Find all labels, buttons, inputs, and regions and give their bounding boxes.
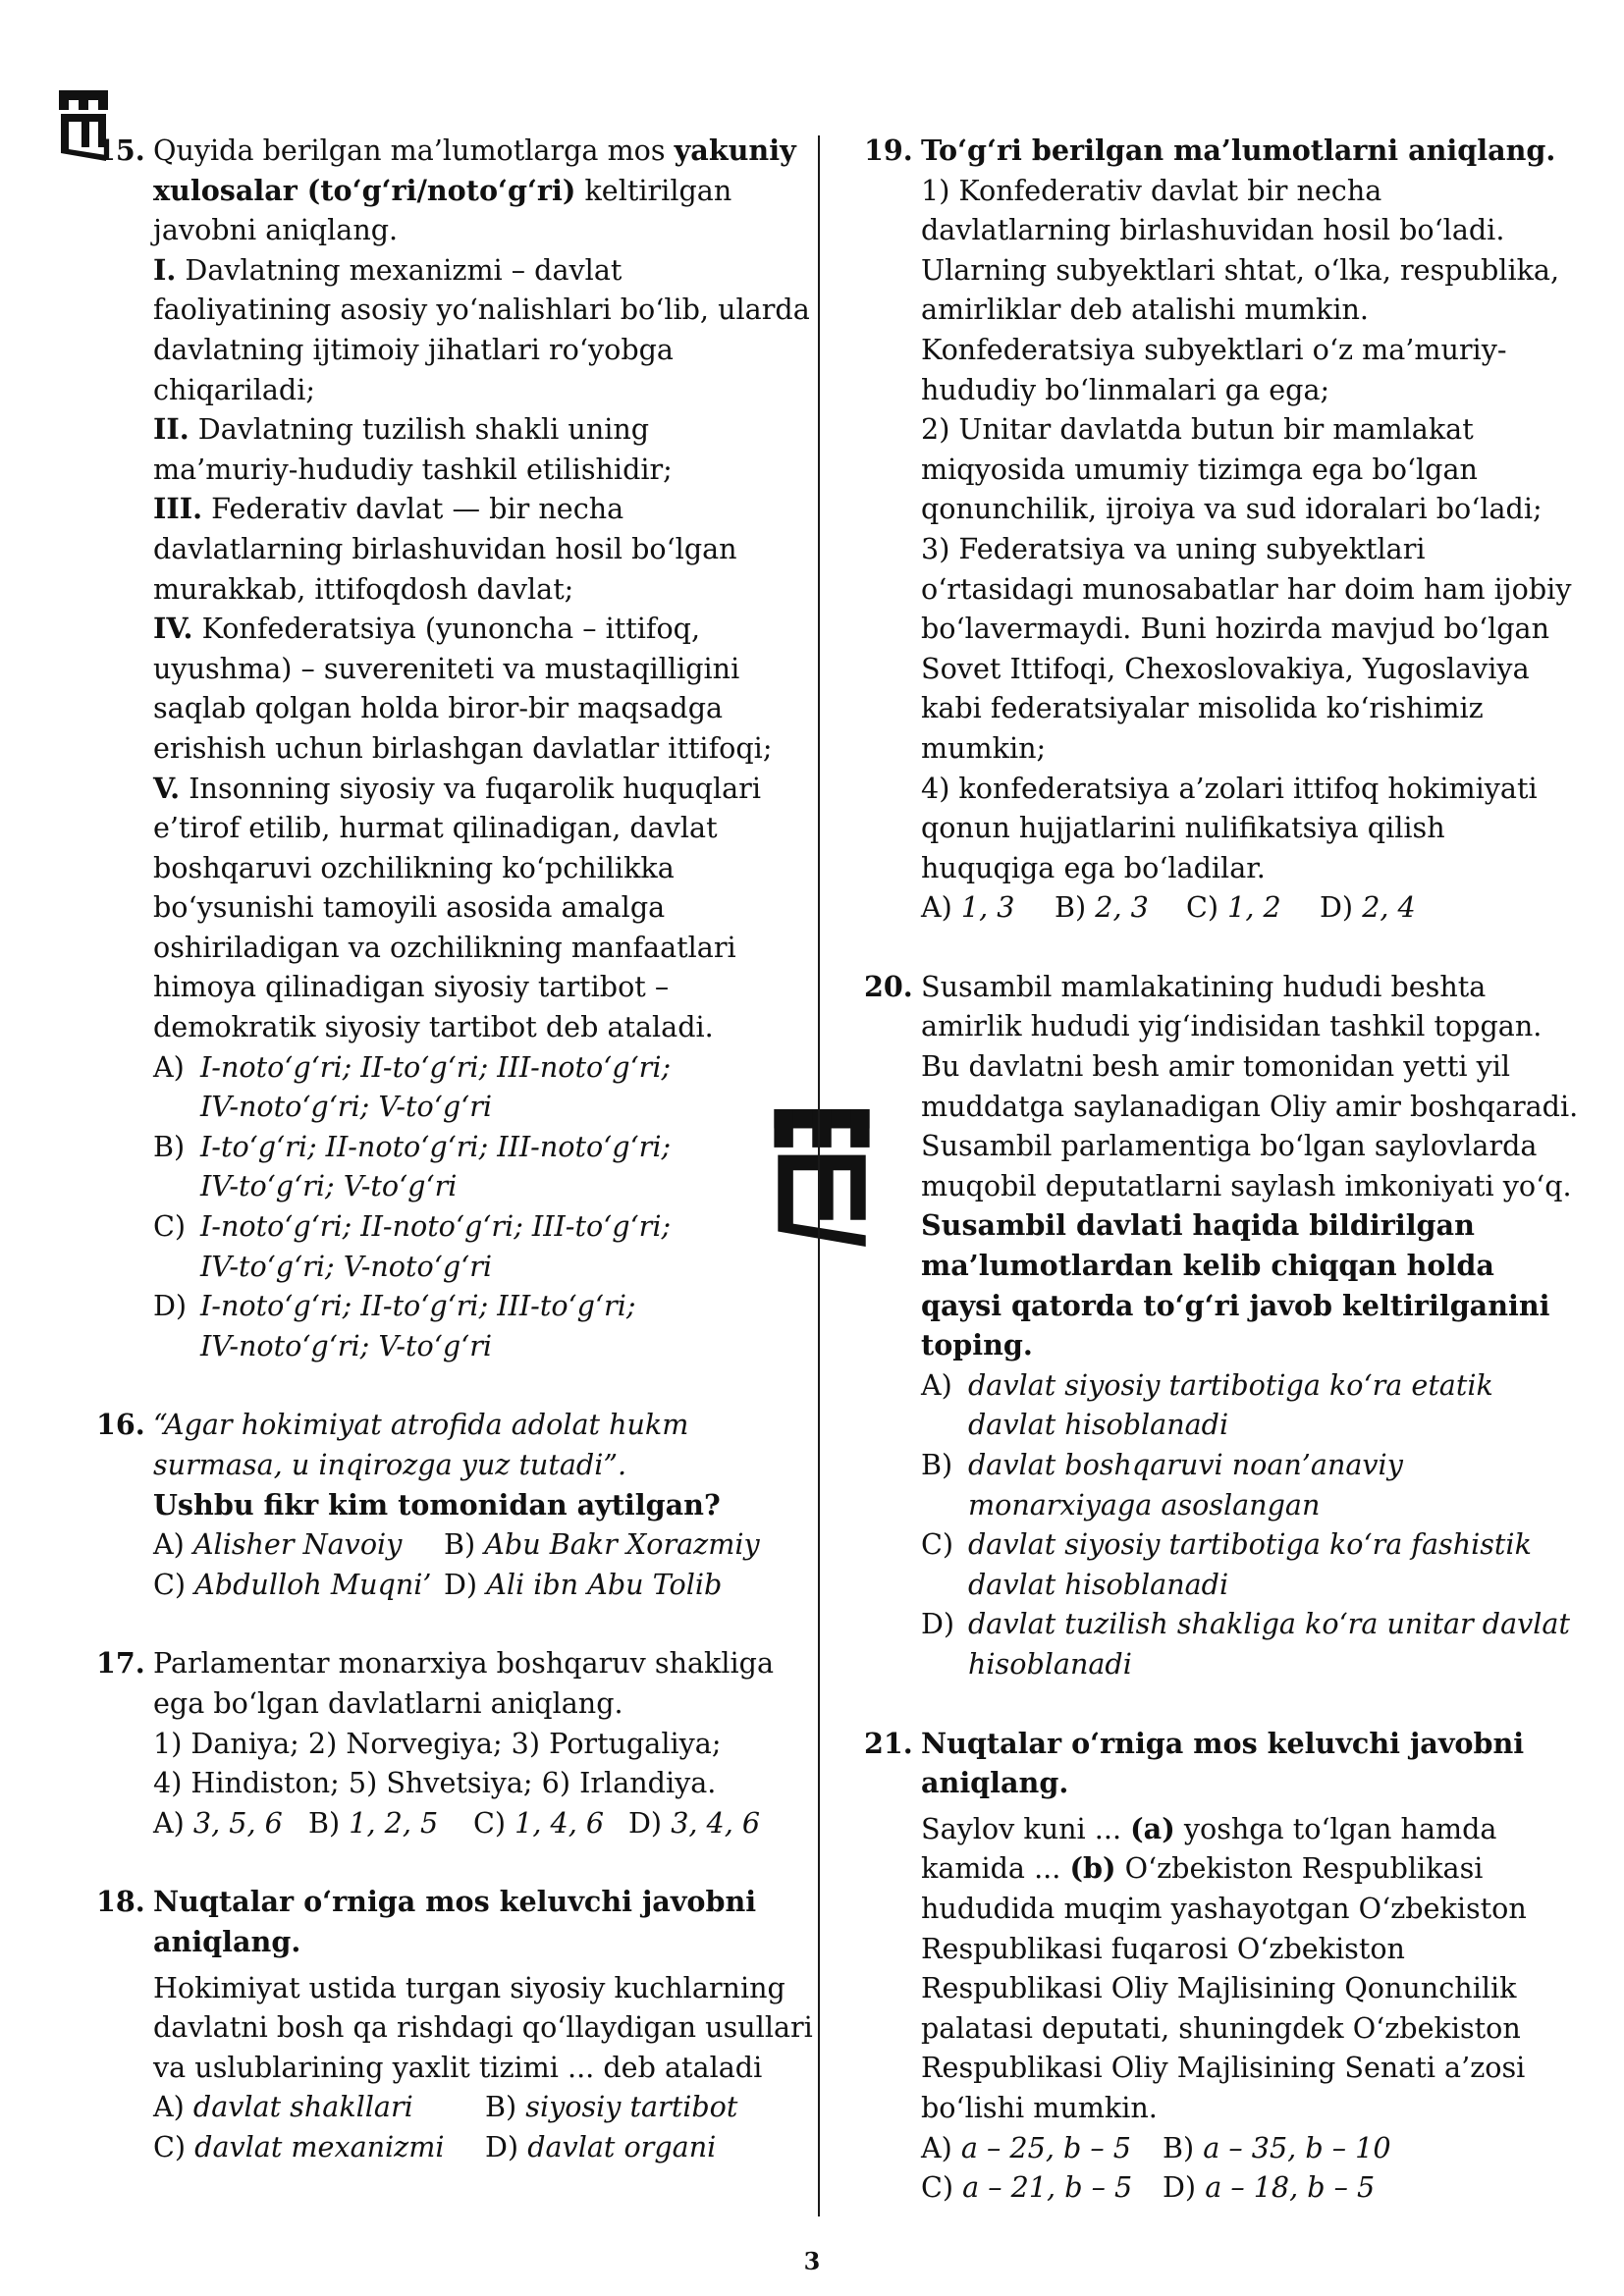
question-number: 20. bbox=[864, 969, 913, 1003]
question-stem-line: javobni aniqlang. bbox=[153, 213, 399, 247]
options-row bbox=[153, 1524, 774, 1565]
answer-option-d[interactable]: D) I-noto‘g‘ri; II-to‘g‘ri; III-to‘g‘ri; IV-noto‘g‘ri; V-to‘g‘ri bbox=[153, 1289, 636, 1362]
answer-option-b[interactable]: B) Abu Bakr Xorazmiy bbox=[444, 1527, 760, 1562]
statement-III: III. Federativ davlat — bir necha davlatlarning birlashuvidan hosil bo‘lgan murakkab, ittifoqdosh davlat; bbox=[153, 492, 737, 606]
answer-option-d[interactable]: D) davlat organi bbox=[485, 2129, 717, 2163]
question-title: To‘g‘ri berilgan ma’lumotlarni aniqlang. bbox=[921, 133, 1556, 167]
answer-option-c[interactable]: C) 1, 4, 6 bbox=[473, 1805, 605, 1840]
statement-II: II. Davlatning tuzilish shakli uning ma’muriy-hududiy tashkil etilishidir; bbox=[153, 412, 673, 486]
options-row bbox=[153, 1803, 774, 1843]
question-number: 18. bbox=[96, 1885, 145, 1919]
question-20: 20. Susambil mamlakatining hududi beshta amirlik hududi yig‘indisidan tashkil topgan. Bu davlatni besh amir tomonidan yetti yil muddatga saylanadigan Oliy amir boshqaradi. Susambil parlamentiga bo‘lgan saylovlarda muqobil deputatlarni saylash imkoniyati yo‘q. Susambil davlati haqida bildirilgan ma’lumotlardan kelib chiqqan holda qaysi qatorda to‘g‘ri javob keltirilganini toping. A) davlat siyosiy tartibotiga ko‘ra etatik davlat hisoblanadi B) davlat boshqaruvi noan’anaviy monarxiyaga asoslangan C) davlat siyosiy tartibotiga ko‘ra fashistik davlat hisoblanadi D) davlat tuzilish shakliga ko‘ra unitar davlat hisoblanadi bbox=[864, 967, 1542, 1684]
answer-option-a[interactable]: A) 3, 5, 6 bbox=[153, 1805, 283, 1840]
answer-option-c[interactable]: C) I-noto‘g‘ri; II-noto‘g‘ri; III-to‘g‘ri; IV-to‘g‘ri; V-noto‘g‘ri bbox=[153, 1209, 672, 1283]
options-row bbox=[153, 2087, 774, 2127]
question-number: 21. bbox=[864, 1726, 913, 1760]
answer-option-c[interactable]: C) a – 21, b – 5 bbox=[921, 2170, 1133, 2205]
question-stem-line: xulosalar (to‘g‘ri/noto‘g‘ri) keltirilgan bbox=[153, 173, 732, 207]
page-number: 3 bbox=[803, 2247, 821, 2275]
answer-option-b[interactable]: B) a – 35, b – 10 bbox=[1163, 2130, 1391, 2164]
answer-option-a[interactable]: A) Alisher Navoiy bbox=[153, 1527, 403, 1562]
options-row bbox=[921, 2167, 1542, 2208]
column-divider bbox=[818, 135, 820, 2216]
right-column bbox=[864, 131, 1579, 2208]
question-16 bbox=[96, 1405, 774, 1604]
options-row bbox=[921, 2128, 1542, 2168]
question-stem-line: Quyida berilgan ma’lumotlarga mos yakuniy bbox=[153, 133, 796, 167]
answer-option-b[interactable]: B) davlat boshqaruvi noan’anaviy monarxiyaga asoslangan bbox=[921, 1448, 1403, 1522]
answer-option-c[interactable]: C) 1, 2 bbox=[1186, 890, 1281, 925]
question-number: 15. bbox=[96, 133, 145, 167]
quote-line: surmasa, u inqirozga yuz tutadi”. bbox=[153, 1448, 627, 1481]
question-17: 17. Parlamentar monarxiya boshqaruv shakliga ega bo‘lgan davlatlarni aniqlang. 1) Daniya; 2) Norvegiya; 3) Portugaliya; 4) Hindiston; 5) Shvetsiya; 6) Irlandiya. A) 3, 5, 6 B) 1, 2, 5 C) 1, 4, 6 D) 3, 4, 6 bbox=[96, 1643, 774, 1842]
answer-option-a[interactable]: A) I-noto‘g‘ri; II-to‘g‘ri; III-noto‘g‘ri; IV-noto‘g‘ri; V-to‘g‘ri bbox=[153, 1049, 672, 1124]
answer-option-a[interactable]: A) a – 25, b – 5 bbox=[921, 2130, 1131, 2164]
answer-option-b[interactable]: B) I-to‘g‘ri; II-noto‘g‘ri; III-noto‘g‘ri; IV-to‘g‘ri; V-to‘g‘ri bbox=[153, 1129, 672, 1203]
answer-option-b[interactable]: B) 1, 2, 5 bbox=[308, 1805, 439, 1840]
question-15 bbox=[96, 131, 810, 1365]
statement-V: V. Insonning siyosiy va fuqarolik huquqlari e’tirof etilib, hurmat qilinadigan, davlat boshqaruvi ozchilikning ko‘pchilikka bo‘ysunishi tamoyili asosida amalga oshiriladigan va ozchilikning manfaatlari himoya qilinadigan siyosiy tartibot – demokratik siyosiy tartibot deb ataladi. bbox=[153, 771, 761, 1044]
statement-IV: IV. Konfederatsiya (yunoncha – ittifoq, uyushma) – suvereniteti va mustaqilligini saqlab qolgan holda biror-bir maqsadga erishish uchun birlashgan davlatlar ittifoqi; bbox=[153, 612, 773, 765]
question-text: Ushbu fikr kim tomonidan aytilgan? bbox=[153, 1487, 721, 1522]
options-row bbox=[153, 1565, 774, 1605]
answer-option-d[interactable]: D) Ali ibn Abu Tolib bbox=[444, 1567, 723, 1601]
answer-option-d[interactable]: D) 2, 4 bbox=[1320, 890, 1416, 925]
watermark-logo-icon bbox=[774, 1109, 870, 1247]
question-number: 19. bbox=[864, 133, 913, 167]
question-21: 21. Nuqtalar o‘rniga mos keluvchi javobni aniqlang. Saylov kuni ... (a) yoshga to‘lgan hamda kamida ... (b) O‘zbekiston Respublikasi hududida muqim yashayotgan O‘zbekiston Respublikasi fuqarosi O‘zbekiston Respublikasi Oliy Majlisining Qonunchilik palatasi deputati, shuningdek O‘zbekiston Respublikasi Oliy Majlisining Senati a’zosi bo‘lishi mumkin. A) a – 25, b – 5 B) a – 35, b – 10 C) a – 21, b – 5 D) a – 18, b – 5 bbox=[864, 1724, 1542, 2208]
answer-option-a[interactable]: A) davlat siyosiy tartibotiga ko‘ra etatik davlat hisoblanadi bbox=[921, 1367, 1493, 1442]
answer-option-c[interactable]: C) Abdulloh Muqni’ bbox=[153, 1567, 432, 1601]
answer-option-c[interactable]: C) davlat mexanizmi bbox=[153, 2129, 445, 2163]
answer-option-d[interactable]: D) davlat tuzilish shakliga ko‘ra unitar davlat hisoblanadi bbox=[921, 1607, 1570, 1681]
answer-option-b[interactable]: B) 2, 3 bbox=[1055, 890, 1149, 925]
question-number: 16. bbox=[96, 1408, 145, 1442]
answer-option-a[interactable]: A) davlat shakllari bbox=[153, 2090, 413, 2124]
answer-option-b[interactable]: B) siyosiy tartibot bbox=[485, 2090, 738, 2124]
question-19: 19. To‘g‘ri berilgan ma’lumotlarni aniqlang. 1) Konfederativ davlat bir necha davlatlarning birlashuvidan hosil bo‘ladi. Ularning subyektlari shtat, o‘lka, respublika, amirliklar deb atalishi mumkin. Konfederatsiya subyektlari o‘z ma’muriy- hududiy bo‘linmalari ga ega; 2) Unitar davlatda butun bir mamlakat miqyosida umumiy tizimga ega bo‘lgan qonunchilik, ijroiya va sud idoralari bo‘ladi; 3) Federatsiya va uning subyektlari o‘rtasidagi munosabatlar har doim ham ijobiy bo‘lavermaydi. Buni hozirda mavjud bo‘lgan Sovet Ittifoqi, Chexoslovakiya, Yugoslaviya kabi federatsiyalar misolida ko‘rishimiz mumkin; 4) konfederatsiya a’zolari ittifoq hokimiyati qonun hujjatlarini nulifikatsiya qilish huquqiga ega bo‘ladilar. A) 1, 3 B) 2, 3 C) 1, 2 D) 2, 4 bbox=[864, 131, 1542, 928]
statement-I: I. Davlatning mexanizmi – davlat faoliyatining asosiy yo‘nalishlari bo‘lib, ularda davlatning ijtimoiy jihatlari ro‘yobga chiqariladi; bbox=[153, 252, 810, 406]
answer-option-a[interactable]: A) 1, 3 bbox=[921, 890, 1015, 925]
answer-option-c[interactable]: C) davlat siyosiy tartibotiga ko‘ra fashistik davlat hisoblanadi bbox=[921, 1527, 1532, 1601]
left-column bbox=[96, 131, 813, 2167]
answer-option-d[interactable]: D) a – 18, b – 5 bbox=[1163, 2170, 1376, 2205]
options-row bbox=[153, 2127, 774, 2167]
options-row bbox=[921, 887, 1542, 928]
quote-line: “Agar hokimiyat atrofida adolat hukm bbox=[153, 1408, 689, 1442]
answer-option-d[interactable]: D) 3, 4, 6 bbox=[628, 1805, 761, 1840]
question-18: 18. Nuqtalar o‘rniga mos keluvchi javobni aniqlang. Hokimiyat ustida turgan siyosiy kuchlarning davlatni bosh qa rishdagi qo‘llaydigan usullari va uslublarining yaxlit tizimi ... deb ataladi A) davlat shakllari B) siyosiy tartibot C) davlat mexanizmi D) davlat organi bbox=[96, 1882, 774, 2166]
question-number: 17. bbox=[96, 1646, 145, 1681]
